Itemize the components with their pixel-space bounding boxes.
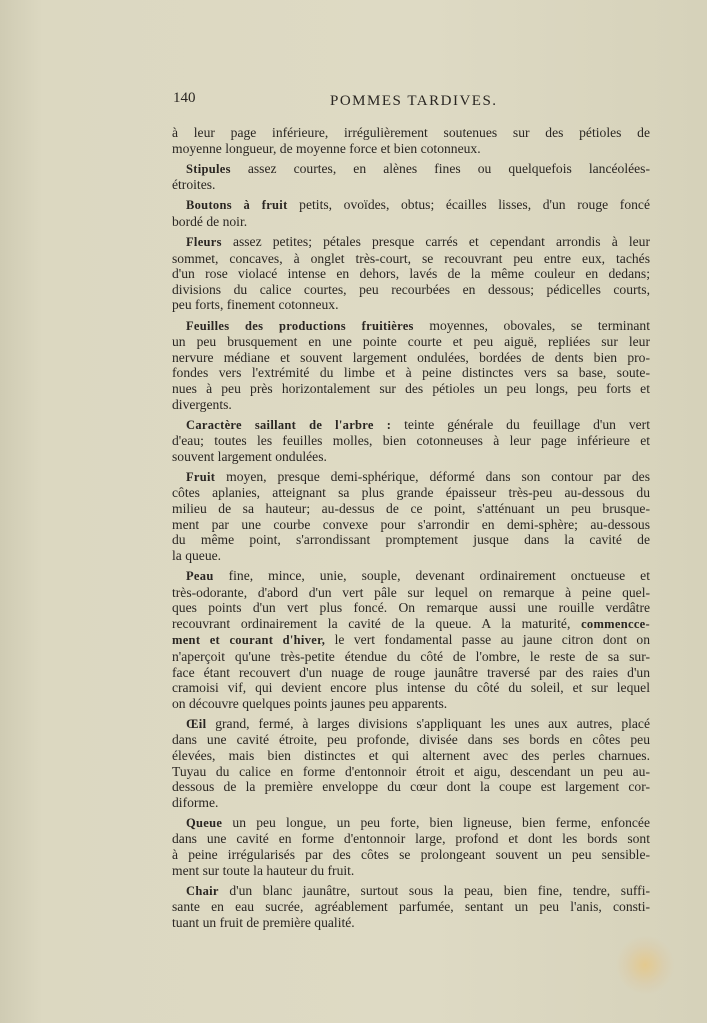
text-line	[172, 649, 650, 665]
text-line	[172, 815, 650, 832]
line-text: Tuyau du calice en forme d'entonnoir étroit et aigu, descendant un peu au-	[172, 763, 650, 779]
line-text: le vert fondamental passe au jaune citron dont on	[325, 632, 650, 648]
text-line	[172, 365, 650, 381]
line-text: on découvre quelques points jaunes peu apparents.	[172, 695, 448, 711]
text-line	[172, 125, 650, 141]
text-line	[172, 585, 650, 601]
line-text: moyenne longueur, de moyenne force et bien cotonneux.	[172, 140, 481, 156]
paragraph-term: Chair	[186, 883, 219, 898]
line-text: fine, mince, unie, souple, devenant ordinairement onctueuse et	[213, 567, 650, 583]
paragraph	[172, 568, 650, 711]
text-line	[172, 696, 650, 712]
line-text: d'un blanc jaunâtre, surtout sous la peau, bien fine, tendre, suffi-	[218, 882, 650, 898]
text-line	[172, 197, 650, 214]
text-line	[172, 899, 650, 915]
line-text: ment par une courbe convexe pour s'arrondir en demi-sphère; au-dessous	[172, 516, 650, 532]
text-line	[172, 915, 650, 931]
emphasis-text: commencce-	[581, 616, 650, 631]
text-line	[172, 716, 650, 733]
text-line	[172, 863, 650, 879]
paragraph	[172, 883, 650, 931]
text-line	[172, 214, 650, 230]
line-text: nervure médiane et souvent largement ondulées, bordées de dents bien pro-	[172, 349, 650, 365]
line-text: à leur page inférieure, irrégulièrement soutenues sur des pétioles de	[172, 125, 650, 140]
line-text: divergents.	[172, 396, 232, 412]
paragraph-term: Fruit	[186, 469, 216, 484]
text-line	[172, 282, 650, 298]
paragraph	[172, 815, 650, 878]
line-text: bordé de noir.	[172, 213, 248, 229]
paragraph-term: Feuilles des productions fruitières	[186, 318, 414, 333]
text-line	[172, 847, 650, 863]
text-line	[172, 517, 650, 533]
line-text: un peu longue, un peu forte, bien ligneuse, bien ferme, enfoncée	[222, 814, 650, 830]
text-line	[172, 449, 650, 465]
fruit-illustration-bleedthrough	[615, 935, 675, 995]
text-line	[172, 548, 650, 564]
line-text: fondes vers l'extrémité du limbe et à peine distinctes vers sa base, soute-	[172, 365, 650, 381]
line-text: sommet, concaves, à onglet très-court, se recouvrant peu entre eux, tachés	[172, 250, 650, 266]
text-line	[172, 251, 650, 267]
line-text: côtes aplanies, atteignant sa plus grande épaisseur très-peu au-dessous du	[172, 485, 650, 501]
paragraph	[172, 125, 650, 156]
line-text: souvent largement ondulées.	[172, 448, 327, 464]
text-line	[172, 161, 650, 178]
line-text: très-odorante, d'abord d'un vert pâle sur lequel on remarque à peine quel-	[172, 584, 650, 600]
line-text: ment sur toute la hauteur du fruit.	[172, 862, 355, 878]
line-text: divisions du calice courtes, peu recourbées en dessous; pédicelles courts,	[172, 281, 650, 297]
line-text: étroites.	[172, 177, 216, 193]
text-line	[172, 397, 650, 413]
text-line	[172, 266, 650, 282]
line-text: diforme.	[172, 794, 219, 810]
text-line	[172, 234, 650, 251]
line-text: teinte générale du feuillage d'un vert	[391, 416, 650, 432]
paragraph-term: Queue	[186, 815, 223, 830]
line-text: d'un rose violacé intense en dehors, lavés de la même couleur en dedans;	[172, 266, 650, 282]
text-line	[172, 632, 650, 649]
paragraph	[172, 417, 650, 465]
text-line	[172, 297, 650, 313]
text-line	[172, 485, 650, 501]
text-line	[172, 600, 650, 616]
line-text: moyennes, obovales, se terminant	[413, 317, 650, 333]
line-text: à peine irrégularisés par des côtes se prolongeant souvent un peu sensible-	[172, 847, 650, 863]
text-line	[172, 831, 650, 847]
text-line	[172, 417, 650, 434]
text-line	[172, 732, 650, 748]
line-text: grand, fermé, à larges divisions s'appliquant les unes aux autres, placé	[206, 715, 650, 731]
text-line	[172, 795, 650, 811]
text-line	[172, 318, 650, 335]
text-line	[172, 568, 650, 585]
text-line	[172, 177, 650, 193]
paragraph	[172, 469, 650, 564]
paragraph	[172, 197, 650, 229]
line-text: assez petites; pétales presque carrés et cependant arrondis à leur	[221, 234, 650, 250]
line-text: du même point, s'arrondissant promptement jusque dans la cavité de	[172, 532, 650, 548]
text-line	[172, 433, 650, 449]
line-text: ques points d'un vert plus foncé. On remarque aussi une rouille verdâtre	[172, 600, 650, 616]
line-text: n'aperçoit qu'une très-petite étendue du côté de l'ombre, le reste de sa sur-	[172, 648, 650, 664]
line-text: la queue.	[172, 547, 222, 563]
paragraph	[172, 234, 650, 313]
text-line	[172, 779, 650, 795]
line-text: recouvrant ordinairement la cavité de la queue. A la maturité,	[172, 615, 582, 631]
paragraph-term: Stipules	[186, 161, 231, 176]
line-text: d'eau; toutes les feuilles molles, bien cotonneuses à leur page inférieure et	[172, 433, 650, 449]
line-text: dans une cavité étroite, peu profonde, divisée dans ses bords en côtes peu	[172, 732, 650, 748]
paragraph	[172, 161, 650, 193]
page-body-text	[172, 125, 650, 935]
line-text: milieu de sa hauteur; au-dessus de ce point, s'atténuant un peu brusque-	[172, 501, 650, 517]
text-line	[172, 764, 650, 780]
paragraph-term: Boutons à fruit	[186, 198, 288, 213]
line-text: moyen, presque demi-sphérique, déformé dans son contour par des	[215, 468, 650, 484]
line-text: nues à peu près horizontalement sur des pétioles un peu longs, peu forts et	[172, 380, 650, 396]
text-line	[172, 141, 650, 157]
line-text: petits, ovoïdes, obtus; écailles lisses, d'un rouge foncé	[287, 197, 650, 213]
text-line	[172, 501, 650, 517]
text-line	[172, 748, 650, 764]
text-line	[172, 334, 650, 350]
line-text: face étant recouvert d'un nuage de rouge jaunâtre traversé par des raies d'un	[172, 664, 650, 680]
text-line	[172, 883, 650, 900]
running-title: POMMES TARDIVES.	[330, 93, 498, 109]
paragraph-term: Peau	[186, 568, 214, 583]
line-text: élevées, mais bien distinctes et qui alternent avec des perles charnues.	[172, 747, 650, 763]
text-line	[172, 665, 650, 681]
text-line	[172, 350, 650, 366]
line-text: cramoisi vif, qui devient encore plus intense du côté du soleil, et sur lequel	[172, 680, 650, 696]
paragraph-term: Œil	[186, 716, 207, 731]
text-line	[172, 680, 650, 696]
paragraph	[172, 318, 650, 413]
paragraph-term: Caractère saillant de l'arbre :	[186, 417, 392, 432]
text-line	[172, 532, 650, 548]
emphasis-text: ment et courant d'hiver,	[172, 633, 326, 648]
paragraph	[172, 716, 650, 811]
text-line	[172, 616, 650, 633]
line-text: dessous de la première enveloppe du cœur dont la coupe est largement cor-	[172, 779, 650, 795]
text-line	[172, 381, 650, 397]
line-text: peu forts, finement cotonneux.	[172, 297, 339, 313]
line-text: dans une cavité en forme d'entonnoir large, profond et dont les bords sont	[172, 831, 650, 847]
line-text: assez courtes, en alènes fines ou quelquefois lancéolées-	[230, 160, 650, 176]
line-text: tuant un fruit de première qualité.	[172, 914, 355, 930]
line-text: sante en eau sucrée, agréablement parfumée, sentant un peu l'anis, consti-	[172, 899, 650, 915]
line-text: un peu brusquement en une pointe courte et peu aiguë, repliées sur leur	[172, 334, 650, 350]
text-line	[172, 469, 650, 486]
paragraph-term: Fleurs	[186, 235, 222, 250]
page-number: 140	[173, 90, 196, 106]
